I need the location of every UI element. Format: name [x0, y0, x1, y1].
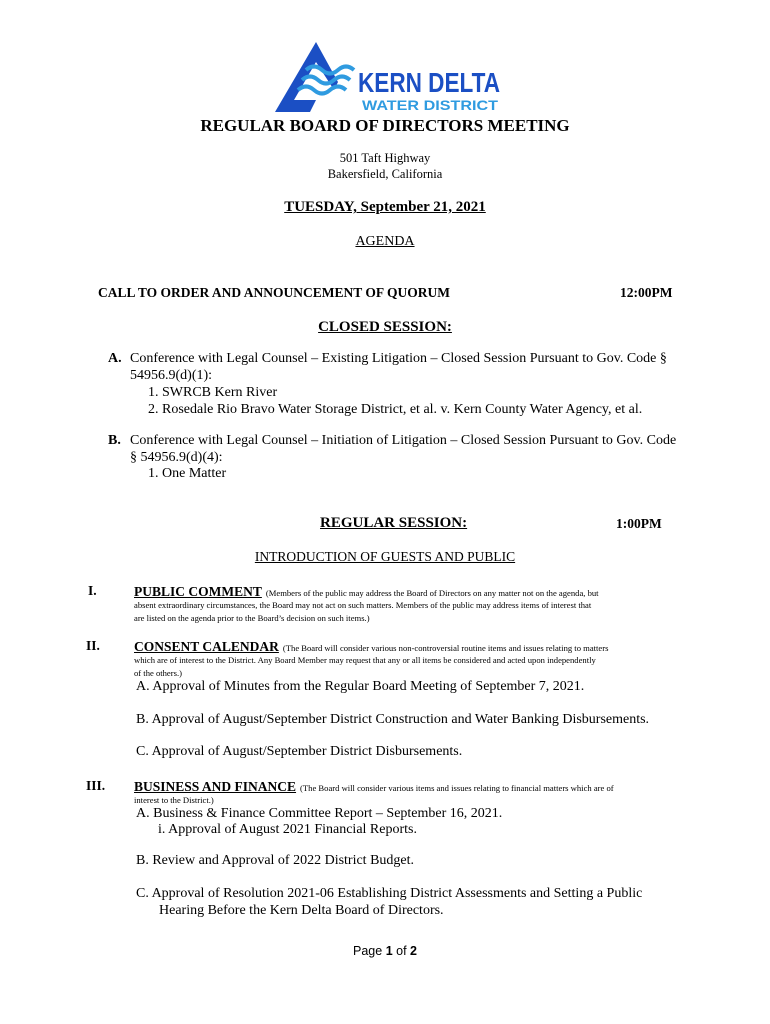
logo-name: KERN DELTA — [358, 67, 500, 98]
page-word: Page — [353, 944, 386, 958]
intro-guests-heading: INTRODUCTION OF GUESTS AND PUBLIC — [254, 549, 516, 564]
business-note-2: interest to the District.) — [134, 795, 214, 805]
business-item-c-line1: C. Approval of Resolution 2021-06 Establishing District Assessments and Setting a Public — [136, 886, 643, 901]
consent-note-1: (The Board will consider various non-controversial routine items and issues relating to matters — [282, 643, 609, 653]
section-iii-numeral: III. — [86, 778, 106, 793]
consent-note-2: which are of interest to the District. Any Board Member may request that any or all items be considered and acted upon independently — [134, 655, 596, 665]
business-item-b: B. Review and Approval of 2022 District Budget. — [136, 853, 415, 868]
consent-calendar-title: CONSENT CALENDAR — [134, 639, 279, 654]
closed-item-a-sub-2: 2. Rosedale Rio Bravo Water Storage District, et al. v. Kern County Water Agency, et al. — [148, 402, 643, 417]
consent-item-a: A. Approval of Minutes from the Regular Board Meeting of September 7, 2021. — [136, 679, 585, 694]
closed-item-b-line1: Conference with Legal Counsel – Initiation of Litigation – Closed Session Pursuant to Gov. Code — [130, 433, 677, 448]
kern-delta-logo — [272, 40, 504, 118]
business-note-1: (The Board will consider various items and issues relating to financial matters which are of — [300, 783, 614, 793]
closed-item-a-line1: Conference with Legal Counsel – Existing Litigation – Closed Session Pursuant to Gov. Code § — [130, 351, 667, 366]
closed-item-a-line2: 54956.9(d)(1): — [130, 368, 213, 383]
agenda-heading: AGENDA — [355, 234, 415, 249]
logo-subtitle: WATER DISTRICT — [362, 97, 499, 113]
regular-session-heading: REGULAR SESSION: — [320, 515, 468, 531]
public-comment-note-3: are listed on the agenda prior to the Board’s decision on such items.) — [134, 613, 370, 623]
page-footer — [0, 944, 770, 958]
call-to-order-label: CALL TO ORDER AND ANNOUNCEMENT OF QUORUM — [98, 285, 451, 300]
closed-item-a-sub-1: 1. SWRCB Kern River — [148, 385, 278, 400]
closed-item-b-letter: B. — [108, 433, 121, 448]
consent-note-3: of the others.) — [134, 668, 182, 678]
public-comment-note-2: absent extraordinary circumstances, the Board may not act on such matters. Members of the public may address items of interest that — [134, 600, 592, 610]
public-comment-note-1: (Members of the public may address the Board of Directors on any matter not on the agenda, but — [265, 588, 599, 598]
closed-item-b-line2: § 54956.9(d)(4): — [130, 450, 223, 465]
public-comment-title: PUBLIC COMMENT — [134, 584, 262, 599]
address-line-1: 501 Taft Highway — [339, 151, 431, 165]
meeting-title: REGULAR BOARD OF DIRECTORS MEETING — [200, 116, 570, 135]
business-item-a-sub: i. Approval of August 2021 Financial Reports. — [158, 822, 417, 837]
business-item-c-line2: Hearing Before the Kern Delta Board of Directors. — [159, 903, 444, 918]
closed-item-b-sub-1: 1. One Matter — [148, 466, 227, 481]
consent-item-c: C. Approval of August/September District Disbursements. — [136, 744, 463, 759]
section-i-numeral: I. — [88, 583, 97, 598]
call-to-order-time: 12:00PM — [620, 285, 673, 300]
meeting-date: TUESDAY, September 21, 2021 — [284, 199, 486, 215]
address-line-2: Bakersfield, California — [327, 167, 443, 181]
consent-item-b: B. Approval of August/September District Construction and Water Banking Disbursements. — [136, 712, 650, 727]
section-ii-numeral: II. — [86, 638, 100, 653]
of-word: of — [392, 944, 411, 958]
regular-session-time: 1:00PM — [616, 516, 662, 531]
logo-wave-3 — [298, 87, 346, 94]
closed-item-a-letter: A. — [108, 351, 122, 366]
page-number: 1 — [385, 944, 393, 958]
page-total: 2 — [410, 944, 417, 958]
business-finance-title: BUSINESS AND FINANCE — [134, 779, 297, 794]
business-item-a: A. Business & Finance Committee Report – September 16, 2021. — [136, 806, 503, 821]
closed-session-heading: CLOSED SESSION: — [318, 319, 452, 335]
